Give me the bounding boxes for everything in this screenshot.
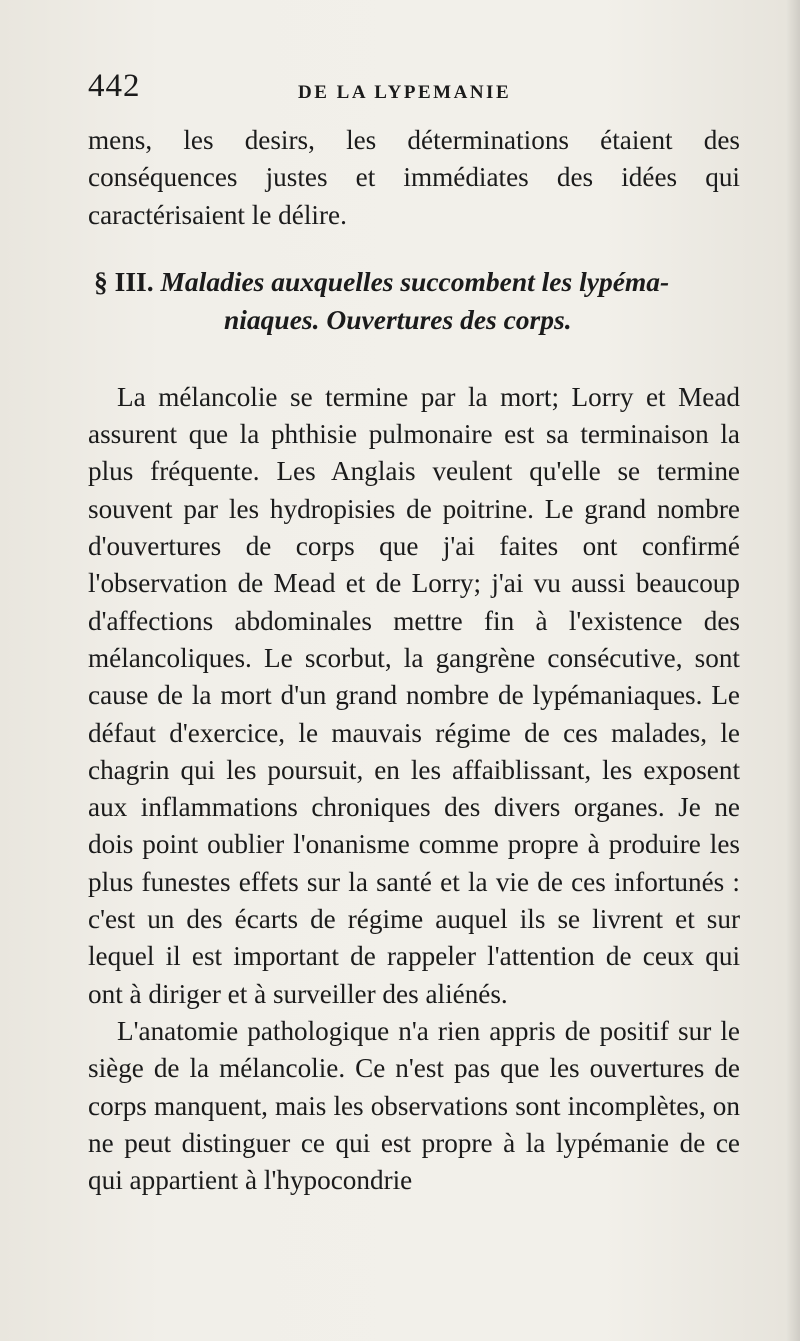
section-title-line-2: niaques. Ouvertures des corps. — [224, 303, 572, 335]
section-number: § III. — [94, 265, 154, 297]
continuation-paragraph: mens, les desirs, les déterminations étaient des conséquences justes et immédiates des idées qui caractérisaient le délire. — [88, 125, 740, 230]
section-title-line-1: Maladies auxquelles succombent les lypéma- — [160, 265, 670, 297]
section-heading-line-1 — [94, 263, 740, 301]
paragraph-2: L'anatomie pathologique n'a rien appris de positif sur le siège de la mélancolie. Ce n'est pas que les ouvertures de corps manquent, mais les observations sont incomplètes, on ne peut distinguer ce qui est propre à la lypémanie de ce qui appartient à l'hypocondrie — [88, 1015, 740, 1196]
body-text — [88, 122, 740, 1199]
paragraph-1: La mélancolie se termine par la mort; Lorry et Mead assurent que la phthisie pulmonaire est sa terminaison la plus fréquente. Les Anglais veulent qu'elle se termine souvent par les hydropisies de poitrine. Le grand nombre d'ouvertures de corps que j'ai faites ont confirmé l'observation de Mead et de Lorry; j'ai vu aussi beaucoup d'affections abdominales mettre fin à l'existence des mélancoliques. Le scorbut, la gangrène consécutive, sont cause de la mort d'un grand nombre de lypémaniaques. Le défaut d'exercice, le mauvais régime de ces malades, le chagrin qui les poursuit, en les affaiblissant, les exposent aux inflammations chroniques des divers organes. Je ne dois point oublier l'onanisme comme propre à produire les plus funestes effets sur la santé et la vie de ces infortunés : c'est un des écarts de régime auquel ils se livrent et sur lequel il est important de rappeler l'attention de ceux qui ont à diriger et à surveiller des aliénés. — [88, 381, 740, 1009]
section-heading — [88, 263, 740, 339]
page-number: 442 — [88, 68, 141, 104]
running-title: DE LA LYPEMANIE — [298, 82, 512, 103]
page-header — [88, 68, 740, 112]
